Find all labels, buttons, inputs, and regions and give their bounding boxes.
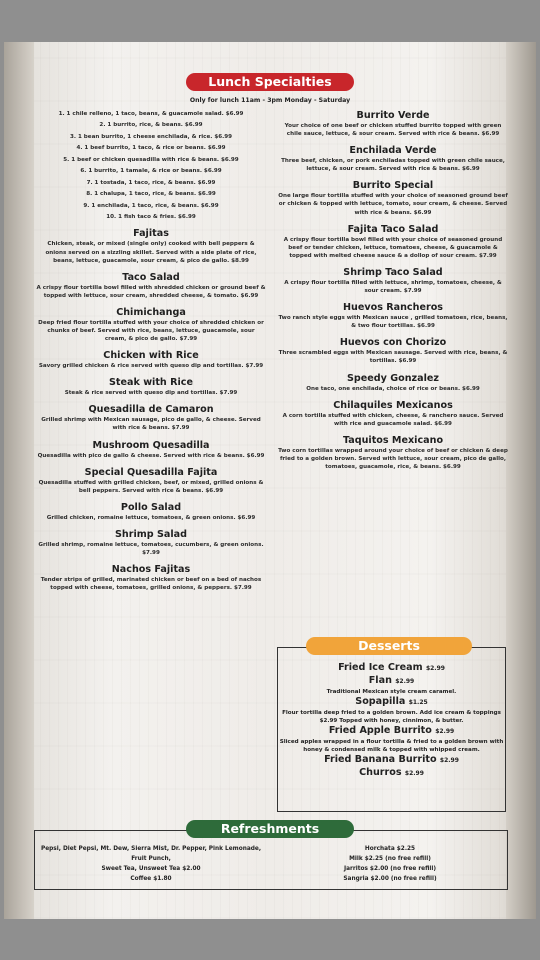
refreshment-line: Coffee $1.80 xyxy=(130,876,172,882)
menu-item-desc: Three beef, chicken, or pork enchiladas topped with green chile sauce, lettuce, & sour cream. Served with rice & beans. $6.99 xyxy=(281,158,505,173)
refreshment-line: Horchata $2.25 xyxy=(364,846,416,852)
refreshments-left xyxy=(36,844,266,884)
refreshment-line: Jarritos $2.00 (no free refill) xyxy=(343,866,437,872)
dessert-price: $2.99 xyxy=(435,728,455,736)
menu-item-desc: Your choice of one beef or chicken stuffed burrito topped with green chile sauce, lettuce, & sour cream. Served with rice & beans. $6.99 xyxy=(284,123,502,138)
menu-item-title: Burrito Special xyxy=(352,180,434,192)
dessert-name: Fried Ice Cream xyxy=(338,662,423,673)
dessert-desc: Sliced apples wrapped in a flour tortilla & fried to a golden brown with honey & condensed milk & topped with whipped cream. xyxy=(279,739,504,754)
refreshment-line: Sangria $2.00 (no free refill) xyxy=(343,876,437,882)
menu-item-desc: Quesadilla stuffed with grilled chicken, beef, or mixed, grilled onions & bell peppers. Served with rice & beans. $6.99 xyxy=(38,479,264,494)
menu-item-title: Huevos Rancheros xyxy=(342,302,443,314)
dessert-title xyxy=(277,754,506,767)
dessert-title xyxy=(277,767,506,780)
dessert-name: Churros xyxy=(359,767,402,779)
menu-item-desc: One large flour tortilla stuffed with your choice of seasoned ground beef or chicken & topped with lettuce, tomato, sour cream, & cheese. Served with rice & beans. $6.99 xyxy=(278,193,508,216)
menu-item-title: Huevos con Chorizo xyxy=(339,337,447,349)
combo-item: 4. 1 beef burrito, 1 taco, & rice or beans. $6.99 xyxy=(76,145,226,152)
menu-item-title: Shrimp Taco Salad xyxy=(343,266,443,278)
menu-item-title: Enchilada Verde xyxy=(349,145,437,157)
menu-item-desc: A crispy flour tortilla bowl filled with your choice of seasoned ground beef or tender chicken, lettuce, tomatoes, cheese, & guacamole & topped with melted cheese sauce & a dollop of sour cream. $7.99 xyxy=(283,236,503,259)
dessert-price: $1.25 xyxy=(408,699,428,707)
refreshments-right xyxy=(300,844,480,884)
menu-item-desc: Grilled chicken, romaine lettuce, tomatoes, & green onions. $6.99 xyxy=(46,514,256,521)
combo-item: 3. 1 bean burrito, 1 cheese enchilada, & rice. $6.99 xyxy=(69,133,233,140)
dessert-name: Fried Banana Burrito xyxy=(324,754,437,766)
combo-item: 1. 1 chile relleno, 1 taco, beans, & guacamole salad. $6.99 xyxy=(58,111,244,117)
combo-item: 2. 1 burrito, rice, & beans. $6.99 xyxy=(99,122,203,129)
menu-item-desc: A crispy flour tortilla bowl filled with shredded chicken or ground beef & topped with lettuce, sour cream, shredded cheese, & tomato. $6.99 xyxy=(36,284,266,299)
menu-item-title: Fajitas xyxy=(133,228,169,240)
right-column xyxy=(278,110,508,471)
refreshment-line: Pepsi, Diet Pepsi, Mt. Dew, Sierra Mist, Dr. Pepper, Pink Lemonade, Fruit Punch, xyxy=(40,846,262,862)
refreshment-line: Sweet Tea, Unsweet Tea $2.00 xyxy=(101,866,201,872)
desserts-list xyxy=(277,662,506,780)
menu-item-title: Pollo Salad xyxy=(120,501,182,513)
dessert-price: $2.99 xyxy=(425,665,445,672)
menu-item-title: Shrimp Salad xyxy=(115,528,187,540)
menu-item-desc: A corn tortilla stuffed with chicken, cheese, & ranchero sauce. Served with rice and guacamole salad. $6.99 xyxy=(282,412,504,427)
dessert-title xyxy=(277,675,506,688)
lunch-hours: Only for lunch 11am - 3pm Monday - Saturday xyxy=(189,97,351,104)
combo-item: 8. 1 chalupa, 1 taco, rice, & beans. $6.99 xyxy=(86,191,216,198)
combo-item: 10. 1 fish taco & fries. $6.99 xyxy=(106,214,196,221)
menu-item-desc: Three scrambled eggs with Mexican sausage. Served with rice, beans, & tortillas. $6.99 xyxy=(278,350,508,365)
menu-item-title: Speedy Gonzalez xyxy=(347,372,439,384)
left-column xyxy=(36,110,266,592)
menu-item-desc: Chicken, steak, or mixed (single only) cooked with bell peppers & onions served on a sizzling skillet. Served with a side plate of rice, beans, lettuce, guacamole, sour cream, & pico de gallo. $8.99 xyxy=(45,241,257,264)
dessert-price: $2.99 xyxy=(439,757,459,765)
combo-list xyxy=(36,110,266,221)
lunch-specialties-banner: Lunch Specialties xyxy=(186,73,354,91)
menu-item-desc: Deep fried flour tortilla stuffed with your choice of shredded chicken or chunks of beef. Served with rice, beans, lettuce, guacamole, sour cream, & pico de gallo. $7.99 xyxy=(38,319,264,343)
menu-item-title: Mushroom Quesadilla xyxy=(92,439,210,451)
combo-item: 9. 1 enchilada, 1 taco, rice, & beans. $6.99 xyxy=(83,202,219,209)
menu-item-title: Chicken with Rice xyxy=(103,350,199,362)
menu-item-title: Chimichanga xyxy=(116,306,186,318)
dessert-price: $2.99 xyxy=(395,678,415,685)
menu-item-title: Fajita Taco Salad xyxy=(347,223,439,235)
menu-item-desc: Two ranch style eggs with Mexican sauce , grilled tomatoes, rice, beans, & two flour tortillas. $6.99 xyxy=(278,315,508,330)
refreshment-line: Milk $2.25 (no free refill) xyxy=(349,856,431,862)
menu-item-desc: Tender strips of grilled, marinated chicken or beef on a bed of nachos topped with cheese, tomatoes, grilled onions, & peppers. $7.99 xyxy=(40,577,262,592)
left-wood-edge xyxy=(4,42,34,919)
dessert-name: Fried Apple Burrito xyxy=(328,725,432,737)
dessert-desc: Traditional Mexican style cream caramel. xyxy=(326,689,457,695)
menu-item-desc: Steak & rice served with queso dip and tortillas. $7.99 xyxy=(64,390,238,397)
dessert-price: $2.99 xyxy=(404,770,424,778)
menu-item-title: Chilaquiles Mexicanos xyxy=(333,399,453,411)
menu-item-title: Quesadilla de Camaron xyxy=(88,404,214,416)
combo-item: 7. 1 tostada, 1 taco, rice, & beans. $6.99 xyxy=(86,179,216,186)
refreshments-banner: Refreshments xyxy=(186,820,354,838)
menu-item-desc: Savory grilled chicken & rice served with queso dip and tortillas. $7.99 xyxy=(38,363,264,370)
combo-item: 5. 1 beef or chicken quesadilla with rice & beans. $6.99 xyxy=(63,156,239,163)
menu-item-desc: One taco, one enchilada, choice of rice or beans. $6.99 xyxy=(306,385,480,392)
menu-item-desc: Quesadilla with pico de gallo & cheese. Served with rice & beans. $6.99 xyxy=(37,452,265,459)
menu-item-title: Burrito Verde xyxy=(356,110,430,121)
desserts-banner: Desserts xyxy=(306,637,472,655)
menu-item-title: Steak with Rice xyxy=(109,377,193,389)
menu-item-title: Taco Salad xyxy=(122,271,180,283)
menu-item-desc: Grilled shrimp with Mexican sausage, pico de gallo, & cheese. Served with rice & beans. $7.99 xyxy=(41,417,261,432)
menu-item-title: Taquitos Mexicano xyxy=(342,434,444,446)
menu-item-desc: Grilled shrimp, romaine lettuce, tomatoes, cucumbers, & green onions. $7.99 xyxy=(38,541,264,557)
menu-item-desc: Two corn tortillas wrapped around your choice of beef or chicken & deep fried to a golden brown. Served with lettuce, sour cream, pico de gallo, tomatoes, guacamole, rice, & beans. $6.99 xyxy=(278,447,508,470)
menu-item-title: Special Quesadilla Fajita xyxy=(84,466,218,478)
menu-item-desc: A crispy flour tortilla filled with lettuce, shrimp, tomatoes, cheese, & sour cream. $7.99 xyxy=(284,279,502,295)
dessert-title xyxy=(277,725,506,738)
dessert-title xyxy=(277,696,506,709)
dessert-desc: Flour tortilla deep fried to a golden brown. Add ice cream & toppings $2.99 Topped with honey, cinnimon, & butter. xyxy=(282,710,501,725)
dessert-name: Flan xyxy=(368,675,392,686)
dessert-name: Sopapilla xyxy=(355,696,406,708)
right-wood-edge xyxy=(506,42,536,919)
dessert-title xyxy=(277,662,506,675)
combo-item: 6. 1 burrito, 1 tamale, & rice or beans. $6.99 xyxy=(80,168,222,175)
menu-item-title: Nachos Fajitas xyxy=(111,564,191,576)
